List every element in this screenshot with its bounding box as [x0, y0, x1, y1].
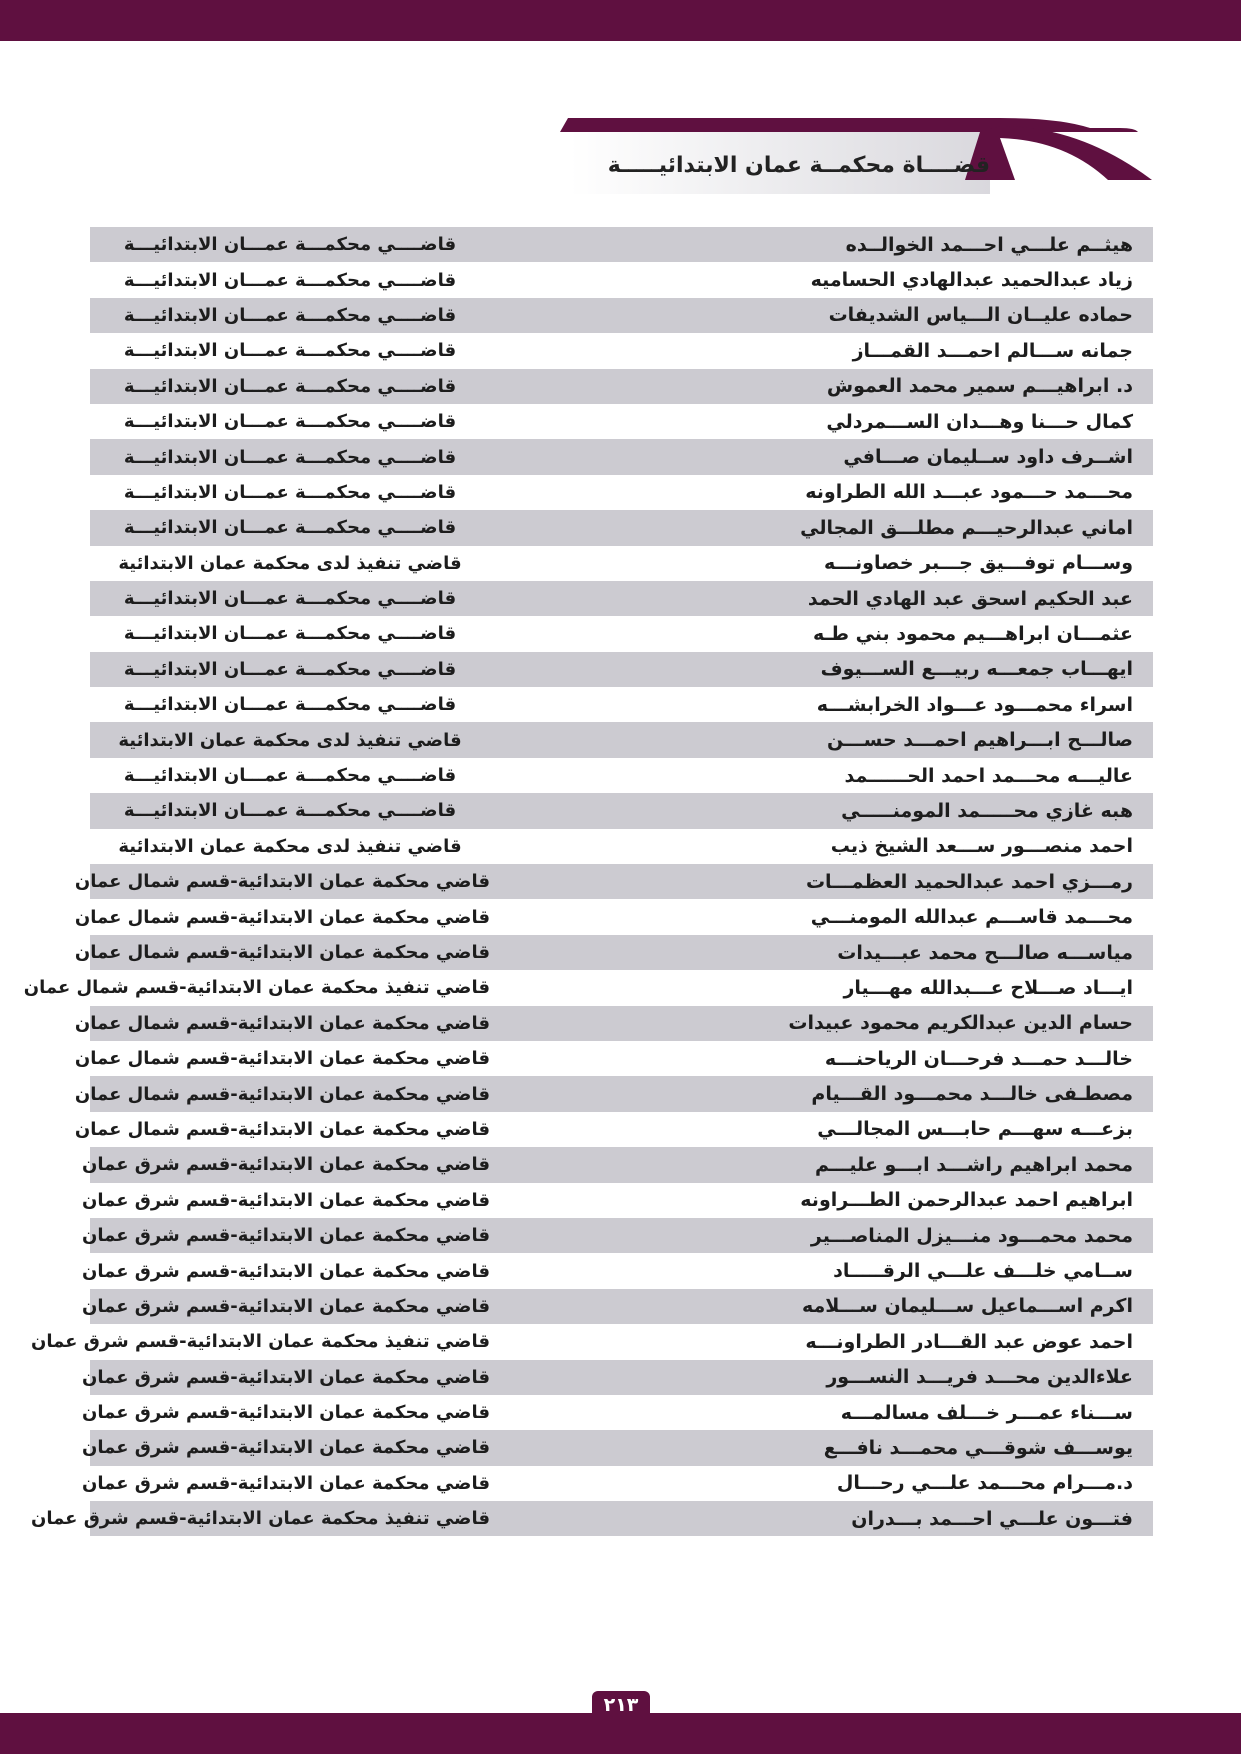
judge-name: د. ابراهيـــم سمير محمد العموش — [826, 375, 1133, 398]
judge-role: قاضــــي محكمـــة عمـــان الابتدائيـــة — [123, 765, 457, 787]
judge-name: عثمـــان ابراهـــيم محمود بني طـه — [813, 622, 1133, 645]
table-row — [90, 510, 1153, 545]
judge-role: قاضــــي محكمـــة عمـــان الابتدائيـــة — [123, 304, 457, 326]
table-row — [90, 404, 1153, 439]
judge-name: ايهـــاب جمعـــه ربيـــع الســـيوف — [820, 658, 1133, 681]
judge-name: اكرم اســـماعيل ســـليمان ســـلامه — [801, 1295, 1133, 1318]
table-row — [74, 864, 1153, 899]
judge-name: مياســـه صالـــح محمد عبـــيدات — [837, 941, 1133, 964]
table-row — [90, 262, 1153, 297]
judge-role: قاضي تنفيذ محكمة عمان الابتدائية-قسم شرق عمان — [30, 1508, 490, 1530]
table-row — [74, 1112, 1153, 1147]
judge-name: حماده عليــان الـــياس الشديفات — [828, 304, 1133, 327]
judge-role: قاضي محكمة عمان الابتدائية-قسم شرق عمان — [82, 1472, 490, 1494]
judge-name: ابراهيم احمد عبدالرحمن الطـــراونه — [800, 1189, 1133, 1212]
judge-role: قاضــــي محكمـــة عمـــان الابتدائيـــة — [123, 800, 457, 822]
table-row — [82, 1147, 1153, 1182]
table-row — [90, 298, 1153, 333]
judge-role: قاضــــي محكمـــة عمـــان الابتدائيـــة — [123, 481, 457, 503]
judge-role: قاضي محكمة عمان الابتدائية-قسم شمال عمان — [74, 942, 490, 963]
judge-name: ايـــاد صـــلاح عـــبدالله مهـــيار — [843, 976, 1133, 999]
top-banner — [0, 0, 1241, 41]
table-row — [82, 1430, 1153, 1465]
judge-name: هيثــم علـــي احـــمد الخوالــده — [845, 233, 1133, 256]
judge-role: قاضــــي محكمـــة عمـــان الابتدائيـــة — [123, 694, 457, 716]
judge-name: د.مـــرام محـــمد علـــي رحـــال — [836, 1472, 1133, 1495]
judge-role: قاضــــي محكمـــة عمـــان الابتدائيـــة — [123, 411, 457, 433]
judge-role: قاضي تنفيذ لدى محكمة عمان الابتدائية — [118, 729, 462, 751]
table-row — [74, 1041, 1153, 1076]
table-row — [90, 546, 1153, 581]
judge-name: فتـــون علـــي احـــمد بـــدران — [851, 1507, 1133, 1530]
table-row — [30, 1501, 1153, 1536]
judge-role: قاضي تنفيذ محكمة عمان الابتدائية-قسم شمال عمان — [23, 977, 490, 999]
page-title: قضــــاة محكمــة عمان الابتدائيـــــة — [607, 153, 990, 178]
judge-role: قاضــــي محكمـــة عمـــان الابتدائيـــة — [123, 269, 457, 291]
judge-role: قاضي محكمة عمان الابتدائية-قسم شرق عمان — [82, 1189, 490, 1211]
table-row — [82, 1395, 1153, 1430]
judge-name: بزعـــه سهـــم حابـــس المجالـــي — [817, 1118, 1133, 1141]
judge-role: قاضي محكمة عمان الابتدائية-قسم شمال عمان — [74, 906, 490, 928]
table-row — [90, 829, 1153, 864]
judge-name: محـــمد حـــمود عبـــد الله الطراونه — [805, 481, 1133, 504]
judge-role: قاضــــي محكمـــة عمـــان الابتدائيـــة — [123, 588, 457, 610]
judge-name: جمانه ســـالم احمـــد القمـــاز — [852, 339, 1133, 362]
table-row — [23, 970, 1153, 1005]
judge-name: صالـــح ابـــراهيم احمـــد حســـن — [827, 729, 1133, 752]
table-row — [90, 687, 1153, 722]
table-row — [90, 758, 1153, 793]
judge-role: قاضي محكمة عمان الابتدائية-قسم شرق عمان — [82, 1402, 490, 1424]
judge-name: عبد الحكيم اسحق عبد الهادي الحمد — [807, 587, 1133, 610]
table-row — [90, 475, 1153, 510]
judge-role: قاضــــي محكمـــة عمـــان الابتدائيـــة — [123, 517, 457, 539]
judge-name: اماني عبدالرحيـــم مطلـــق المجالي — [800, 516, 1133, 539]
judge-role: قاضي محكمة عمان الابتدائية-قسم شمال عمان — [74, 1118, 490, 1140]
judges-table — [23, 227, 1153, 1536]
judge-role: قاضي محكمة عمان الابتدائية-قسم شرق عمان — [82, 1437, 490, 1459]
bottom-banner — [0, 1713, 1241, 1754]
table-row — [30, 1324, 1153, 1359]
judge-role: قاضي محكمة عمان الابتدائية-قسم شمال عمان — [74, 1012, 490, 1034]
judge-role: قاضــــي محكمـــة عمـــان الابتدائيـــة — [123, 375, 457, 397]
judge-name: حسام الدين عبدالكريم محمود عبيدات — [788, 1012, 1133, 1035]
table-row — [90, 369, 1153, 404]
judge-name: خالـــد حمـــد فرحـــان الرياحنـــه — [824, 1047, 1133, 1070]
judge-name: علاءالدين محـــد فريـــد النســـور — [826, 1366, 1133, 1389]
judge-name: محـــمد قاســـم عبدالله المومنـــي — [810, 906, 1133, 929]
table-row — [74, 935, 1153, 970]
judge-name: احمد عوض عبد القـــادر الطراونـــه — [805, 1330, 1133, 1353]
table-row — [82, 1360, 1153, 1395]
judge-role: قاضــــي محكمـــة عمـــان الابتدائيـــة — [123, 623, 457, 645]
table-row — [74, 1006, 1153, 1041]
judge-role: قاضي تنفيذ لدى محكمة عمان الابتدائية — [118, 552, 462, 574]
table-row — [90, 652, 1153, 687]
judge-name: رمـــزي احمد عبدالحميد العظمـــات — [805, 870, 1133, 893]
table-row — [90, 793, 1153, 828]
table-row — [90, 722, 1153, 757]
judge-role: قاضي محكمة عمان الابتدائية-قسم شرق عمان — [82, 1154, 490, 1176]
judge-name: هبه غازي محـــــمد المومنـــــي — [841, 799, 1133, 822]
judge-name: وســـام توفـــيق جـــبر خصاونـــه — [824, 552, 1133, 575]
judge-name: كمال حـــنا وهـــدان الســـمردلي — [826, 410, 1133, 433]
table-row — [90, 616, 1153, 651]
judge-role: قاضي محكمة عمان الابتدائية-قسم شمال عمان — [74, 871, 490, 893]
judge-name: ســـناء عمـــر خـــلف مسالمـــه — [840, 1401, 1133, 1424]
judge-role: قاضي تنفيذ لدى محكمة عمان الابتدائية — [118, 835, 462, 857]
judge-role: قاضي محكمة عمان الابتدائية-قسم شرق عمان — [82, 1295, 490, 1317]
judge-role: قاضي محكمة عمان الابتدائية-قسم شرق عمان — [82, 1366, 490, 1388]
judge-name: مصطـفى خالـــد محمـــود القـــيام — [811, 1083, 1133, 1106]
judge-name: زياد عبدالحميد عبدالهادي الحساميه — [810, 269, 1133, 292]
table-row — [90, 581, 1153, 616]
table-row — [74, 1076, 1153, 1111]
judge-role: قاضي محكمة عمان الابتدائية-قسم شرق عمان — [82, 1260, 490, 1282]
judge-role: قاضي محكمة عمان الابتدائية-قسم شمال عمان — [74, 1083, 490, 1105]
table-row — [82, 1218, 1153, 1253]
judge-name: اسراء محمـــود عـــواد الخرابشـــه — [816, 693, 1133, 716]
table-row — [90, 439, 1153, 474]
table-row — [90, 333, 1153, 368]
table-row — [74, 899, 1153, 934]
judge-role: قاضــــي محكمـــة عمـــان الابتدائيـــة — [123, 234, 457, 256]
judge-role: قاضي محكمة عمان الابتدائية-قسم شرق عمان — [82, 1225, 490, 1247]
judge-role: قاضــــي محكمـــة عمـــان الابتدائيـــة — [123, 340, 457, 362]
table-row — [82, 1183, 1153, 1218]
page-number: ٢١٣ — [592, 1691, 650, 1719]
judge-role: قاضي محكمة عمان الابتدائية-قسم شمال عمان — [74, 1048, 490, 1070]
judge-role: قاضــــي محكمـــة عمـــان الابتدائيـــة — [123, 658, 457, 680]
judge-name: ســامي خلـــف علـــي الرقـــــاد — [833, 1260, 1133, 1283]
judge-name: عاليـــه محـــمد احمد الحــــــمد — [844, 764, 1133, 787]
judge-role: قاضــــي محكمـــة عمـــان الابتدائيـــة — [123, 446, 457, 468]
judge-name: محمد محمـــود منـــيزل المناصـــير — [810, 1224, 1133, 1247]
judge-name: يوســـف شوقـــي محمـــد نافـــع — [823, 1436, 1133, 1459]
table-row — [82, 1289, 1153, 1324]
table-row — [90, 227, 1153, 262]
table-row — [82, 1253, 1153, 1288]
judge-name: محمد ابراهيم راشـــد ابـــو عليـــم — [815, 1153, 1133, 1176]
judge-name: اشــرف داود ســليمان صـــافي — [843, 446, 1133, 469]
judge-role: قاضي تنفيذ محكمة عمان الابتدائية-قسم شرق عمان — [30, 1331, 490, 1353]
table-row — [82, 1466, 1153, 1501]
judge-name: احمد منصـــور ســـعد الشيخ ذيب — [830, 835, 1133, 858]
